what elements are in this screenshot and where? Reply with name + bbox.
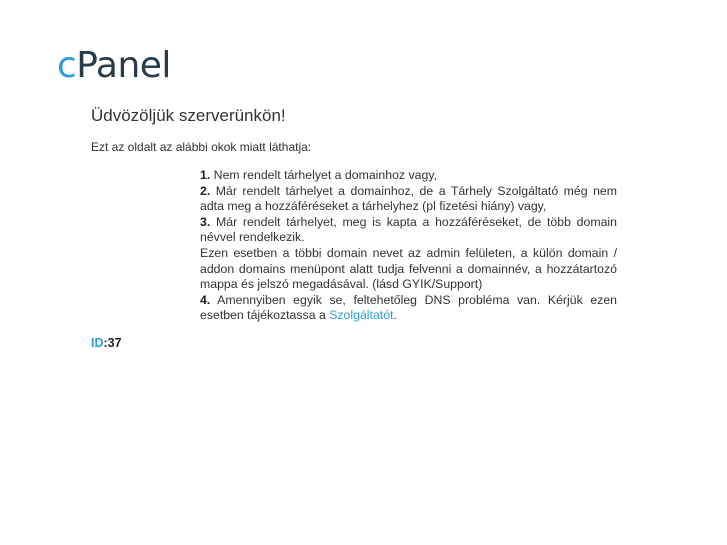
reason-text-1: Nem rendelt tárhelyet a domainhoz vagy,	[210, 168, 437, 182]
reason-number-2: 2.	[200, 183, 211, 198]
reason-number-4: 4.	[200, 292, 211, 307]
reason-item-1	[200, 168, 617, 184]
reason-number-3: 3.	[200, 214, 211, 229]
reason-item-2	[200, 184, 617, 215]
reason-number-1: 1.	[200, 168, 211, 182]
reason-item-3-detail	[200, 246, 617, 293]
page-title: Üdvözöljük szerverünkön!	[91, 106, 286, 125]
reason-item-3	[200, 215, 617, 246]
reason-text-4: Amennyiben egyik se, feltehetőleg DNS probléma van. Kérjük ezen esetben tájékoztassa a	[200, 292, 617, 323]
reasons-list	[200, 168, 617, 324]
reason-text-4-end: .	[393, 308, 397, 323]
provider-link[interactable]: Szolgáltatót	[329, 308, 394, 323]
reason-text-3-detail: Ezen esetben a többi domain nevet az admin felületen, a külön domain / addon domains menüpont alatt tudja felvenni a domainnév, a hozzátartozó mappa és jelszó megadásával. (lásd GYIK/Support)	[200, 245, 617, 292]
id-value: 37	[107, 336, 122, 350]
id-label: ID	[91, 336, 104, 350]
intro-text: Ezt az oldalt az alábbi okok miatt láthatja:	[91, 140, 312, 154]
reason-text-3: Már rendelt tárhelyet, meg is kapta a hozzáféréseket, de több domain névvel rendelkezik.	[200, 214, 617, 245]
server-id	[91, 335, 122, 351]
id-separator: :	[103, 336, 108, 350]
reason-text-2: Már rendelt tárhelyet a domainhoz, de a Tárhely Szolgáltató még nem adta meg a hozzáféréseket a tárhelyhez (pl fizetési hiány) vagy,	[200, 183, 617, 214]
cpanel-logo	[57, 44, 171, 88]
cpanel-logo-text: Panel	[76, 45, 171, 86]
reason-item-4	[200, 293, 617, 324]
cpanel-logo-c: c	[57, 45, 77, 86]
